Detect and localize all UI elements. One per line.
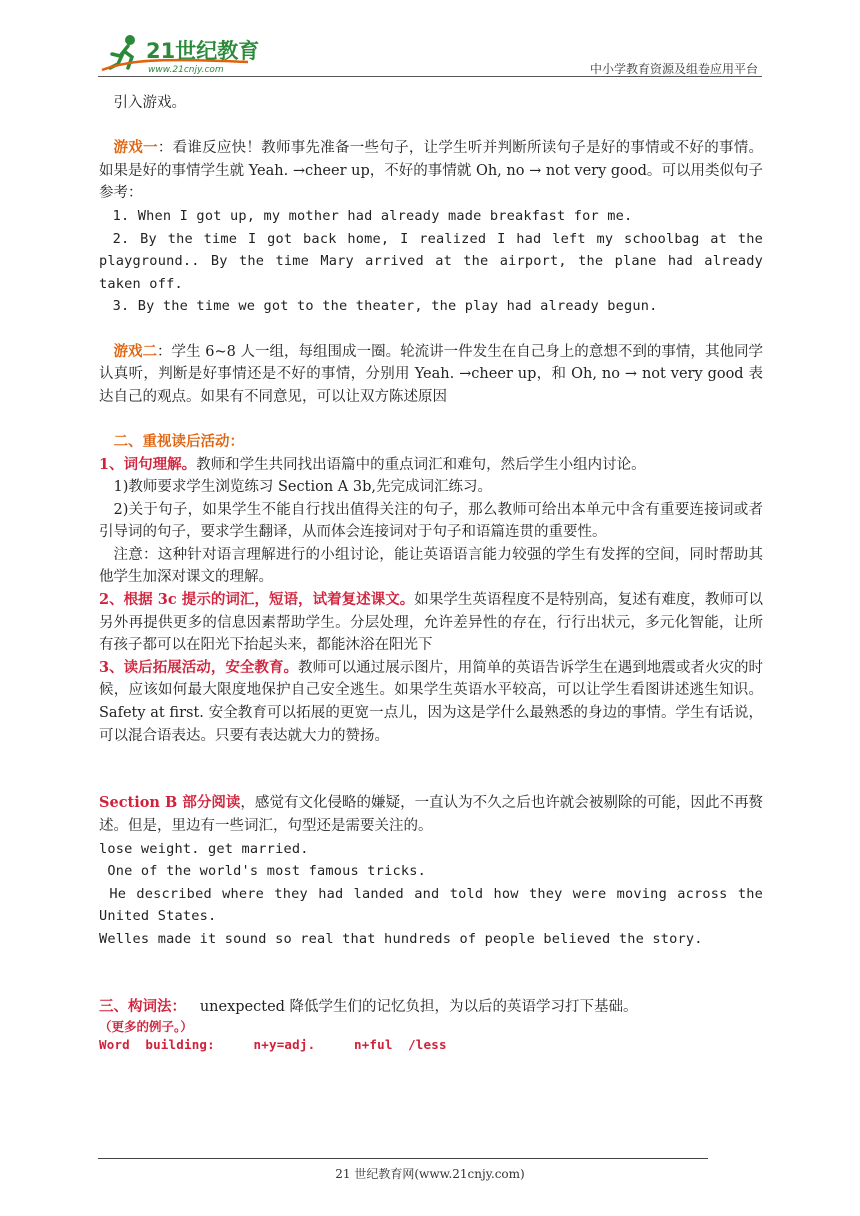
platform-title: 中小学教育资源及组卷应用平台 [589,62,758,76]
section3-paragraph [99,996,763,1019]
item3-text: 教师可以通过展示图片，用简单的英语告诉学生在遇到地震或者火灾的时候，应该如何最大限度地保护自己安全逃生。如果学生英语水平较高，可以让学生看图讲述逃生知识。Safety at first. 安全教育可以拓展的更宽一点儿，因为这是学什么最熟悉的身边的事情。学生有话说，可以混合语表达。只要有表达就大力的赞扬。 [99,659,763,744]
game2-title: 游戏二 [113,342,158,360]
game1-sentence-3: 3. By the time we got to the theater, the play had already begun. [112,298,658,315]
page-header [98,30,762,78]
section2-title: 二、重视读后活动： [113,432,244,450]
game1-text: ：看谁反应快！教师事先准备一些句子，让学生听并判断所读句子是好的事情或不好的事情。如果是好的事情学生就 Yeah. →cheer up，不好的事情就 Oh, no → not very good。可以用类似句子参考： [99,140,764,202]
logo-21cnjy [98,30,278,76]
document-body [99,92,772,1054]
sectionB-line-1: lose weight. get married. [99,840,309,857]
word-building-label: Word building: [99,1037,215,1053]
item2-title: 2、根据 3c 提示的词汇，短语，试着复述课文。 [99,591,415,609]
section3-text: unexpected 降低学生们的记忆负担，为以后的英语学习打下基础。 [186,998,638,1015]
section3-title: 三、构词法： [99,997,186,1015]
game2-paragraph [99,341,763,409]
sectionB-line-2: One of the world's most famous tricks. [99,863,426,880]
item1-sub1: 1)教师要求学生浏览练习 Section A 3b,先完成词汇练习。 [113,479,492,496]
item3-paragraph [99,657,763,747]
header-divider [98,76,762,77]
section3-more-examples: （更多的例子。） [99,1019,193,1035]
item1-note: 注意：这种针对语言理解进行的小组讨论，能让英语语言能力较强的学生有发挥的空间，同时帮助其他学生加深对课文的理解。 [99,546,763,586]
sectionB-line-3: He described where they had landed and told how they were moving across the United States. [99,885,772,925]
item2-text: 如果学生英语程度不是特别高，复述有难度，教师可以另外再提供更多的信息因素帮助学生。分层处理，允许差异性的存在，行行出状元，多元化智能，让所有孩子都可以在阳光下抬起头来，都能沐浴在阳光下 [99,592,764,654]
sectionB-title: Section B 部分阅读 [99,794,241,812]
game2-text: ：学生 6~8 人一组，每组围成一圈。轮流讲一件发生在自己身上的意想不到的事情，其他同学认真听，判断是好事情还是不好的事情，分别用 Yeah. →cheer up，和 Oh, no → not very good 表达自己的观点。如果有不同意见，可以让双方陈述原因 [99,343,763,405]
footer-divider [98,1158,708,1159]
word-building-line [99,1036,763,1054]
word-building-rule-2: n+ful /less [353,1037,447,1053]
game1-paragraph [99,137,763,205]
item1-text: 教师和学生共同找出语篇中的重点词汇和难句，然后学生小组内讨论。 [196,456,646,473]
game1-title: 游戏一 [113,139,158,157]
game1-sentence-1: 1. When I got up, my mother had already made breakfast for me. [112,207,633,224]
item1-title: 1、词句理解。 [99,455,197,473]
item1-sub2: 2)关于句子，如果学生不能自行找出值得关注的句子，那么教师可给出本单元中含有重要连接词或者引导词的句子，要求学生翻译，从而体会连接词对于句子和语篇连贯的重要性。 [99,501,763,541]
word-building-rule-1: n+y=adj. [253,1037,316,1053]
game1-sentence-2: 2. By the time I got back home, I realized I had left my schoolbag at the playground.. By the time Mary arrived at the airport, the plane had already taken off. [99,230,763,292]
footer-text: 21 世纪教育网(www.21cnjy.com) [335,1167,525,1181]
sectionB-paragraph [99,792,763,837]
logo-text: 21世纪教育 [146,39,260,63]
intro-line: 引入游戏。 [113,95,186,111]
sectionB-line-4: Welles made it sound so real that hundreds of people believed the story. [99,930,703,947]
sectionB-text: ，感觉有文化侵略的嫌疑，一直认为不久之后也许就会被剔除的可能，因此不再赘述。但是，里边有一些词汇，句型还是需要关注的。 [99,795,764,834]
item1-paragraph [99,454,763,477]
item3-title: 3、读后拓展活动，安全教育。 [99,658,299,676]
logo-url: www.21cnjy.com [148,65,224,75]
item2-paragraph [99,589,763,657]
